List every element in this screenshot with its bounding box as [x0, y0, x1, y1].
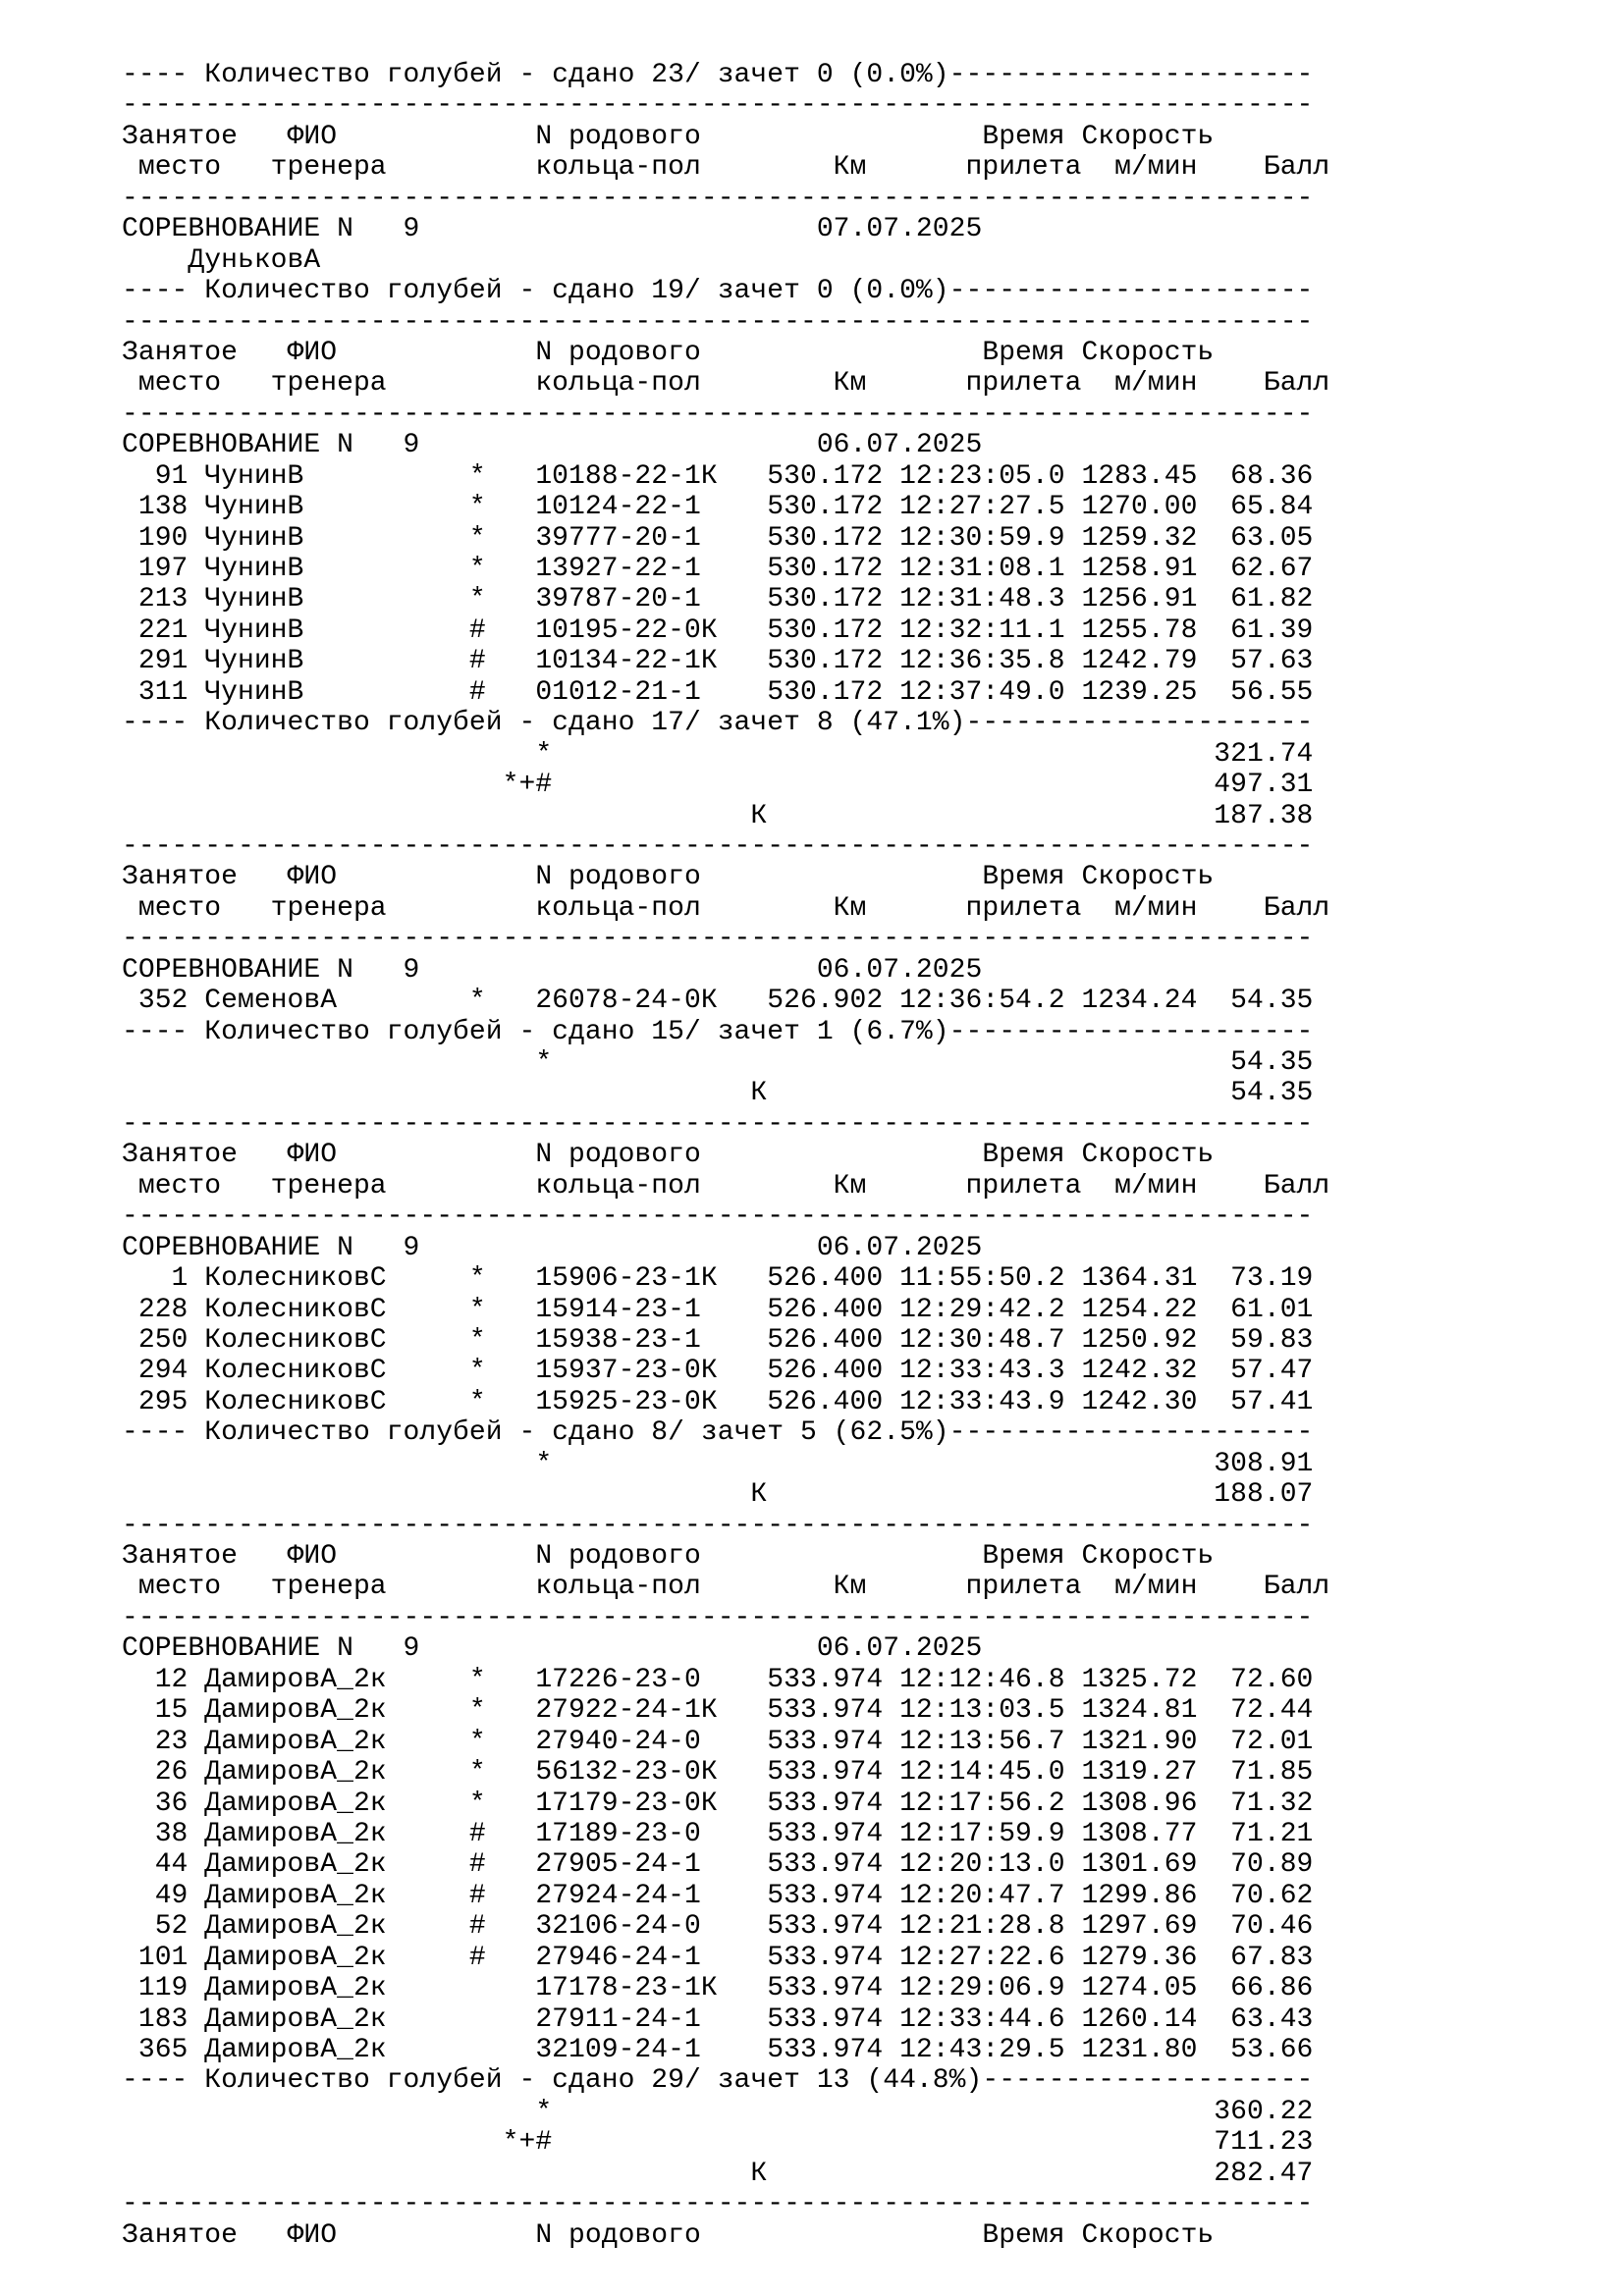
report-line-header2: место тренера кольца-пол Км прилета м/мин Балл [122, 152, 1330, 184]
report-line-row: 1 КолесниковС * 15906-23-1К 526.400 11:55:50.2 1364.31 73.19 [122, 1263, 1314, 1295]
report-line-total: * 308.91 [122, 1448, 1314, 1479]
report-line-total: * 321.74 [122, 738, 1314, 770]
report-line-row: 91 ЧунинВ * 10188-22-1К 530.172 12:23:05.0 1283.45 68.36 [122, 460, 1314, 492]
report-line-summary: ---- Количество голубей - сдано 15/ зачет 1 (6.7%)---------------------- [122, 1016, 1314, 1047]
report-line-header2: место тренера кольца-пол Км прилета м/мин Балл [122, 892, 1330, 924]
report-line-row: 311 ЧунинВ # 01012-21-1 530.172 12:37:49.0 1239.25 56.55 [122, 676, 1314, 708]
report-line-summary: ---- Количество голубей - сдано 17/ зачет 8 (47.1%)--------------------- [122, 708, 1314, 739]
report-line-separator: ------------------------------------------------------------------------ [122, 1602, 1314, 1633]
report-line-row: 295 КолесниковС * 15925-23-0К 526.400 12:33:43.9 1242.30 57.41 [122, 1386, 1314, 1417]
report-line-row: 197 ЧунинВ * 13927-22-1 530.172 12:31:08.1 1258.91 62.67 [122, 554, 1314, 584]
report-line-total: К 187.38 [122, 800, 1314, 831]
report-line-separator: ------------------------------------------------------------------------ [122, 90, 1314, 122]
report-line-separator: ------------------------------------------------------------------------ [122, 2189, 1314, 2220]
report-line-header1: Занятое ФИО N родового Время Скорость [122, 1140, 1215, 1171]
report-line-row: 221 ЧунинВ # 10195-22-0К 530.172 12:32:11.1 1255.78 61.39 [122, 614, 1314, 646]
report-line-row: 294 КолесниковС * 15937-23-0К 526.400 12:33:43.3 1242.32 57.47 [122, 1356, 1314, 1387]
report-line-event: СОРЕВНОВАНИЕ N 9 06.07.2025 [122, 1633, 983, 1665]
report-line-summary: ---- Количество голубей - сдано 23/ зачет 0 (0.0%)---------------------- [122, 60, 1314, 90]
report-line-row: 228 КолесниковС * 15914-23-1 526.400 12:29:42.2 1254.22 61.01 [122, 1294, 1314, 1325]
pigeon-race-results-report [122, 60, 1329, 2251]
report-line-row: 119 ДамировА_2к 17178-23-1К 533.974 12:29:06.9 1274.05 66.86 [122, 1973, 1314, 2004]
report-line-separator: ------------------------------------------------------------------------ [122, 1201, 1314, 1233]
report-line-header1: Занятое ФИО N родового Время Скорость [122, 121, 1215, 152]
report-line-header2: место тренера кольца-пол Км прилета м/мин Балл [122, 1170, 1330, 1201]
report-line-row: 12 ДамировА_2к * 17226-23-0 533.974 12:12:46.8 1325.72 72.60 [122, 1664, 1314, 1695]
report-line-header1: Занятое ФИО N родового Время Скорость [122, 862, 1215, 893]
report-line-separator: ------------------------------------------------------------------------ [122, 183, 1314, 214]
report-line-header1: Занятое ФИО N родового Время Скорость [122, 337, 1215, 368]
report-line-separator: ------------------------------------------------------------------------ [122, 830, 1314, 862]
report-line-header1: Занятое ФИО N родового Время Скорость [122, 1541, 1215, 1572]
report-line-total: К 188.07 [122, 1479, 1314, 1511]
report-line-separator: ------------------------------------------------------------------------ [122, 399, 1314, 430]
report-line-row: 52 ДамировА_2к # 32106-24-0 533.974 12:21:28.8 1297.69 70.46 [122, 1911, 1314, 1943]
report-line-header2: место тренера кольца-пол Км прилета м/мин Балл [122, 1572, 1330, 1603]
report-line-row: 36 ДамировА_2к * 17179-23-0К 533.974 12:17:56.2 1308.96 71.32 [122, 1788, 1314, 1819]
report-line-row: 26 ДамировА_2к * 56132-23-0К 533.974 12:14:45.0 1319.27 71.85 [122, 1757, 1314, 1789]
report-line-row: 23 ДамировА_2к * 27940-24-0 533.974 12:13:56.7 1321.90 72.01 [122, 1726, 1314, 1757]
report-line-total: К 54.35 [122, 1078, 1314, 1109]
report-line-event: СОРЕВНОВАНИЕ N 9 06.07.2025 [122, 954, 983, 986]
report-line-separator: ------------------------------------------------------------------------ [122, 306, 1314, 338]
report-line-row: 291 ЧунинВ # 10134-22-1К 530.172 12:36:35.8 1242.79 57.63 [122, 646, 1314, 677]
report-line-row: 38 ДамировА_2к # 17189-23-0 533.974 12:17:59.9 1308.77 71.21 [122, 1818, 1314, 1849]
report-line-row: 183 ДамировА_2к 27911-24-1 533.974 12:33:44.6 1260.14 63.43 [122, 2003, 1314, 2035]
report-line-event: СОРЕВНОВАНИЕ N 9 06.07.2025 [122, 1232, 983, 1263]
report-line-row: 365 ДамировА_2к 32109-24-1 533.974 12:43:29.5 1231.80 53.66 [122, 2035, 1314, 2065]
report-line-separator: ------------------------------------------------------------------------ [122, 1510, 1314, 1541]
report-line-event: СОРЕВНОВАНИЕ N 9 06.07.2025 [122, 430, 983, 461]
report-line-total: К 282.47 [122, 2158, 1314, 2189]
report-line-total: *+# 497.31 [122, 770, 1314, 801]
report-line-total: * 360.22 [122, 2096, 1314, 2127]
report-line-separator: ------------------------------------------------------------------------ [122, 1108, 1314, 1140]
report-line-total: * 54.35 [122, 1047, 1314, 1078]
report-line-summary: ---- Количество голубей - сдано 19/ зачет 0 (0.0%)---------------------- [122, 276, 1314, 307]
report-line-row: 44 ДамировА_2к # 27905-24-1 533.974 12:20:13.0 1301.69 70.89 [122, 1849, 1314, 1881]
report-line-trainer: ДуньковА [122, 244, 321, 276]
report-line-row: 49 ДамировА_2к # 27924-24-1 533.974 12:20:47.7 1299.86 70.62 [122, 1880, 1314, 1911]
report-line-header2: место тренера кольца-пол Км прилета м/мин Балл [122, 368, 1330, 400]
report-line-total: *+# 711.23 [122, 2127, 1314, 2159]
report-line-row: 352 СеменовА * 26078-24-0К 526.902 12:36:54.2 1234.24 54.35 [122, 986, 1314, 1017]
report-line-event: СОРЕВНОВАНИЕ N 9 07.07.2025 [122, 214, 983, 245]
report-line-header1: Занятое ФИО N родового Время Скорость [122, 2219, 1215, 2251]
report-line-row: 101 ДамировА_2к # 27946-24-1 533.974 12:27:22.6 1279.36 67.83 [122, 1942, 1314, 1973]
report-line-row: 250 КолесниковС * 15938-23-1 526.400 12:30:48.7 1250.92 59.83 [122, 1324, 1314, 1356]
report-line-row: 138 ЧунинВ * 10124-22-1 530.172 12:27:27.5 1270.00 65.84 [122, 492, 1314, 523]
report-line-row: 190 ЧунинВ * 39777-20-1 530.172 12:30:59.9 1259.32 63.05 [122, 522, 1314, 554]
report-line-summary: ---- Количество голубей - сдано 8/ зачет 5 (62.5%)---------------------- [122, 1417, 1314, 1449]
report-line-row: 213 ЧунинВ * 39787-20-1 530.172 12:31:48.3 1256.91 61.82 [122, 584, 1314, 615]
report-line-row: 15 ДамировА_2к * 27922-24-1К 533.974 12:13:03.5 1324.81 72.44 [122, 1695, 1314, 1727]
report-line-separator: ------------------------------------------------------------------------ [122, 924, 1314, 955]
report-line-summary: ---- Количество голубей - сдано 29/ зачет 13 (44.8%)-------------------- [122, 2065, 1314, 2097]
